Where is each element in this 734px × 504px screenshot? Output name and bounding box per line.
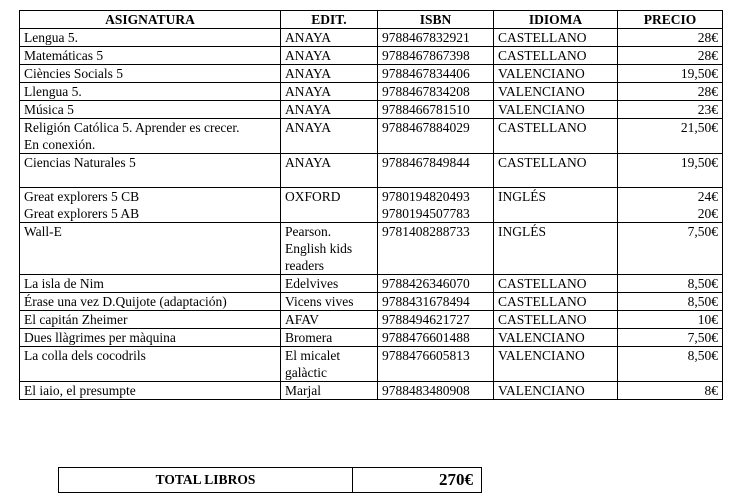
table-row [20, 293, 723, 311]
cell-price-line: 23€ [697, 102, 718, 117]
cell-subject [20, 188, 281, 223]
cell-price [618, 101, 723, 119]
cell-isbn [378, 382, 494, 400]
cell-price [618, 29, 723, 47]
cell-language: VALENCIANO [494, 65, 618, 83]
table-row [20, 382, 723, 400]
cell-isbn-line: 9788483480908 [382, 383, 470, 398]
cell-isbn-line: 9788426346070 [382, 276, 470, 291]
cell-price-line: 19,50€ [680, 66, 718, 81]
cell-language: VALENCIANO [494, 347, 618, 382]
cell-price-line: 10€ [697, 312, 718, 327]
cell-price-line: 28€ [697, 84, 718, 99]
cell-editorial [281, 154, 378, 188]
cell-isbn-line: 9781408288733 [382, 224, 470, 239]
cell-editorial [281, 188, 378, 223]
cell-editorial-line: OXFORD [285, 189, 341, 204]
cell-price [618, 83, 723, 101]
table-row [20, 65, 723, 83]
cell-editorial [281, 83, 378, 101]
cell-price-line: 19,50€ [680, 155, 718, 170]
total-value: 270€ [353, 468, 482, 493]
cell-language: VALENCIANO [494, 83, 618, 101]
cell-subject-line: Great explorers 5 CB [24, 189, 140, 204]
cell-price-line: 7,50€ [687, 224, 718, 239]
cell-subject [20, 47, 281, 65]
table-row [20, 119, 723, 154]
cell-price [618, 329, 723, 347]
cell-editorial [281, 101, 378, 119]
cell-editorial [281, 119, 378, 154]
cell-price-line: 20€ [697, 206, 718, 221]
cell-language: CASTELLANO [494, 293, 618, 311]
cell-isbn-line: 9780194507783 [382, 206, 470, 221]
cell-language: CASTELLANO [494, 47, 618, 65]
cell-subject-line: Ciencias Naturales 5 [24, 155, 136, 170]
cell-subject-line: Llengua 5. [24, 84, 82, 99]
cell-subject-line: El capitán Zheimer [24, 312, 128, 327]
cell-subject [20, 65, 281, 83]
header-language: IDIOMA [494, 11, 618, 29]
cell-editorial-line: El micalet [285, 348, 341, 363]
table-body [20, 29, 723, 400]
cell-isbn [378, 293, 494, 311]
cell-editorial [281, 293, 378, 311]
cell-price [618, 311, 723, 329]
cell-subject-line: Música 5 [24, 102, 74, 117]
cell-isbn-line: 9788467849844 [382, 155, 470, 170]
table-row [20, 275, 723, 293]
cell-price-line: 21,50€ [680, 120, 718, 135]
cell-editorial-line: ANAYA [285, 155, 332, 170]
total-table [58, 467, 482, 493]
header-price: PRECIO [618, 11, 723, 29]
cell-subject-line: Ciències Socials 5 [24, 66, 123, 81]
cell-editorial-line: readers [285, 258, 324, 273]
cell-isbn [378, 347, 494, 382]
cell-subject [20, 119, 281, 154]
cell-isbn-line: 9780194820493 [382, 189, 470, 204]
cell-subject [20, 311, 281, 329]
cell-subject [20, 347, 281, 382]
cell-editorial [281, 65, 378, 83]
total-label: TOTAL LIBROS [59, 468, 353, 493]
cell-language: CASTELLANO [494, 154, 618, 188]
table-row [20, 223, 723, 275]
cell-editorial-line: Pearson. [285, 224, 332, 239]
cell-editorial [281, 47, 378, 65]
cell-editorial [281, 223, 378, 275]
cell-language: INGLÉS [494, 188, 618, 223]
cell-language: CASTELLANO [494, 119, 618, 154]
cell-isbn [378, 311, 494, 329]
cell-isbn-line: 9788467834208 [382, 84, 470, 99]
cell-price-line: 8,50€ [687, 276, 718, 291]
cell-subject [20, 29, 281, 47]
header-isbn: ISBN [378, 11, 494, 29]
cell-subject-line: El iaio, el presumpte [24, 383, 136, 398]
cell-isbn [378, 65, 494, 83]
cell-editorial-line: Bromera [285, 330, 333, 345]
cell-isbn-line: 9788467884029 [382, 120, 470, 135]
table-row [20, 29, 723, 47]
cell-subject [20, 101, 281, 119]
cell-isbn [378, 119, 494, 154]
cell-price-line: 24€ [697, 189, 718, 204]
cell-subject [20, 275, 281, 293]
cell-editorial-line: ANAYA [285, 30, 332, 45]
header-row [20, 11, 723, 29]
table-row [20, 154, 723, 188]
cell-editorial-line: ANAYA [285, 120, 332, 135]
cell-editorial-line: AFAV [285, 312, 320, 327]
cell-isbn [378, 275, 494, 293]
cell-subject [20, 293, 281, 311]
cell-price [618, 188, 723, 223]
cell-subject-line: Wall-E [24, 224, 62, 239]
cell-editorial-line: ANAYA [285, 102, 332, 117]
cell-editorial-line: ANAYA [285, 66, 332, 81]
cell-editorial-line: ANAYA [285, 48, 332, 63]
cell-subject [20, 223, 281, 275]
cell-subject-line: Dues llàgrimes per màquina [24, 330, 176, 345]
cell-subject [20, 382, 281, 400]
cell-isbn-line: 9788466781510 [382, 102, 470, 117]
cell-isbn [378, 83, 494, 101]
cell-price [618, 154, 723, 188]
table-row [20, 188, 723, 223]
table-row [20, 311, 723, 329]
cell-price [618, 119, 723, 154]
cell-subject-line: Érase una vez D.Quijote (adaptación) [24, 294, 227, 309]
cell-editorial [281, 29, 378, 47]
cell-language: CASTELLANO [494, 29, 618, 47]
cell-isbn [378, 223, 494, 275]
cell-subject-line: Lengua 5. [24, 30, 78, 45]
table-row [20, 329, 723, 347]
cell-editorial-line: Edelvives [285, 276, 339, 291]
cell-subject-line: Matemáticas 5 [24, 48, 104, 63]
cell-language: VALENCIANO [494, 382, 618, 400]
cell-isbn-line: 9788476601488 [382, 330, 470, 345]
table-row [20, 101, 723, 119]
cell-price [618, 347, 723, 382]
cell-price-line: 8,50€ [687, 294, 718, 309]
cell-editorial-line: galàctic [285, 365, 327, 380]
cell-language: CASTELLANO [494, 275, 618, 293]
cell-editorial-line: ANAYA [285, 84, 332, 99]
cell-editorial [281, 311, 378, 329]
cell-price [618, 293, 723, 311]
cell-price-line: 28€ [697, 48, 718, 63]
cell-price [618, 275, 723, 293]
cell-isbn [378, 329, 494, 347]
cell-language: CASTELLANO [494, 311, 618, 329]
table-row [20, 83, 723, 101]
cell-subject [20, 329, 281, 347]
cell-subject-line: La isla de Nim [24, 276, 104, 291]
cell-editorial [281, 329, 378, 347]
cell-language: INGLÉS [494, 223, 618, 275]
cell-price [618, 47, 723, 65]
cell-price-line: 8€ [704, 383, 718, 398]
cell-isbn-line: 9788476605813 [382, 348, 470, 363]
cell-subject [20, 154, 281, 188]
cell-isbn [378, 154, 494, 188]
cell-price-line: 7,50€ [687, 330, 718, 345]
cell-isbn-line: 9788467867398 [382, 48, 470, 63]
cell-language: VALENCIANO [494, 329, 618, 347]
cell-editorial [281, 347, 378, 382]
cell-editorial [281, 382, 378, 400]
cell-isbn [378, 47, 494, 65]
cell-isbn-line: 9788467834406 [382, 66, 470, 81]
header-editorial: EDIT. [281, 11, 378, 29]
cell-language: VALENCIANO [494, 101, 618, 119]
total-row [59, 468, 482, 493]
cell-price-line: 8,50€ [687, 348, 718, 363]
cell-isbn [378, 101, 494, 119]
cell-editorial-line: English kids [285, 241, 353, 256]
cell-editorial-line: Marjal [285, 383, 321, 398]
cell-isbn [378, 188, 494, 223]
cell-price-line: 28€ [697, 30, 718, 45]
table-row [20, 347, 723, 382]
books-table [19, 10, 723, 400]
cell-subject [20, 83, 281, 101]
cell-isbn-line: 9788494621727 [382, 312, 470, 327]
cell-subject-line: La colla dels cocodrils [24, 348, 146, 363]
cell-subject-line: Religión Católica 5. Aprender es crecer. [24, 120, 240, 135]
cell-isbn [378, 29, 494, 47]
cell-isbn-line: 9788431678494 [382, 294, 470, 309]
cell-editorial-line: Vicens vives [285, 294, 354, 309]
cell-subject-line: En conexión. [24, 137, 96, 152]
cell-price [618, 382, 723, 400]
cell-price [618, 223, 723, 275]
cell-price [618, 65, 723, 83]
cell-editorial [281, 275, 378, 293]
table-row [20, 47, 723, 65]
cell-isbn-line: 9788467832921 [382, 30, 470, 45]
cell-subject-line: Great explorers 5 AB [24, 206, 140, 221]
header-subject: ASIGNATURA [20, 11, 281, 29]
